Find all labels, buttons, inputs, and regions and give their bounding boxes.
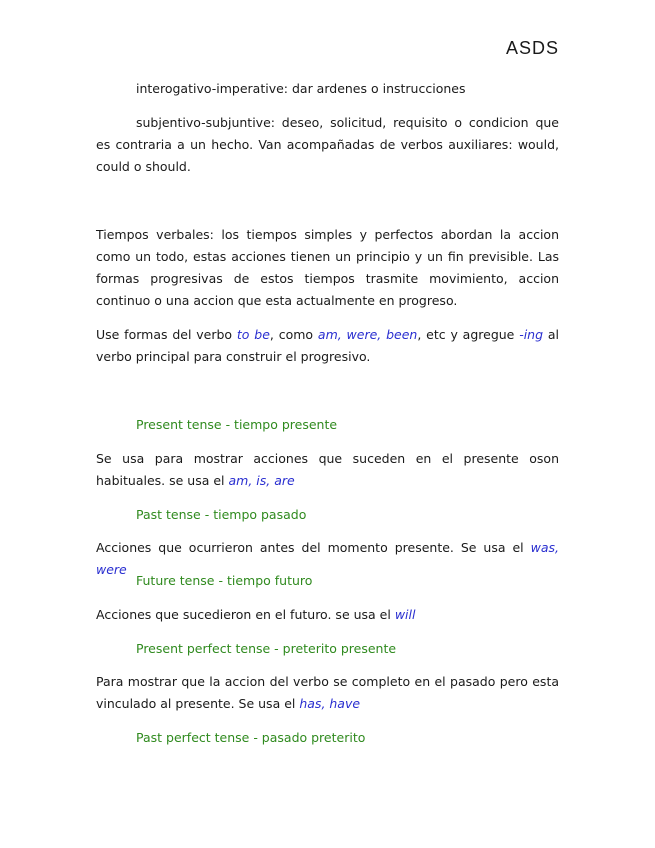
paragraph-interrogativo: interogativo-imperative: dar ardenes o instrucciones bbox=[136, 81, 466, 96]
highlight-ing: -ing bbox=[519, 327, 544, 342]
text-span: Use formas del verbo bbox=[96, 327, 237, 342]
paragraph-tiempos-verbales: Tiempos verbales: los tiempos simples y perfectos abordan la accion como un todo, estas acciones tienen un principio y un fin previsible. Las formas progresivas de estos tiempos trasmite movimiento, accion continuo o una accion que esta actualmente en progreso. bbox=[96, 227, 559, 308]
text-span: Acciones que sucedieron en el futuro. se usa el bbox=[96, 607, 395, 622]
heading-past-tense: Past tense - tiempo pasado bbox=[136, 507, 307, 522]
text-span: , como bbox=[269, 327, 318, 342]
text-span: al verbo principal para construir el progresivo. bbox=[96, 327, 560, 364]
paragraph-present-perfect-tense bbox=[96, 671, 559, 715]
paragraph-present-tense bbox=[96, 448, 559, 492]
heading-past-perfect-tense: Past perfect tense - pasado preterito bbox=[136, 730, 366, 745]
highlight-to-be: to be bbox=[236, 327, 270, 342]
text-span: Para mostrar que la accion del verbo se completo en el pasado pero esta vinculado al presente. Se usa el bbox=[96, 674, 559, 711]
document-header: ASDS bbox=[505, 38, 559, 58]
highlight-was-were: was, were bbox=[96, 540, 559, 577]
heading-present-perfect-tense: Present perfect tense - preterito presente bbox=[136, 641, 397, 656]
heading-present-tense: Present tense - tiempo presente bbox=[136, 417, 338, 432]
paragraph-use-formas bbox=[96, 324, 559, 368]
paragraph-future-tense bbox=[96, 604, 559, 626]
heading-future-tense: Future tense - tiempo futuro bbox=[136, 573, 313, 588]
highlight-am-were-been: am, were, been bbox=[317, 327, 418, 342]
highlight-will: will bbox=[394, 607, 416, 622]
text-span: , etc y agregue bbox=[417, 327, 520, 342]
text-span: Se usa para mostrar acciones que suceden en el presente oson habituales. se usa el bbox=[96, 451, 559, 488]
highlight-has-have: has, have bbox=[299, 696, 361, 711]
highlight-am-is-are: am, is, are bbox=[228, 473, 295, 488]
text-span: Acciones que ocurrieron antes del momento presente. Se usa el bbox=[96, 540, 531, 555]
paragraph-subjuntivo: subjentivo-subjuntive: deseo, solicitud, requisito o condicion que es contraria a un hecho. Van acompañadas de verbos auxiliares: would, could o should. bbox=[96, 115, 559, 174]
